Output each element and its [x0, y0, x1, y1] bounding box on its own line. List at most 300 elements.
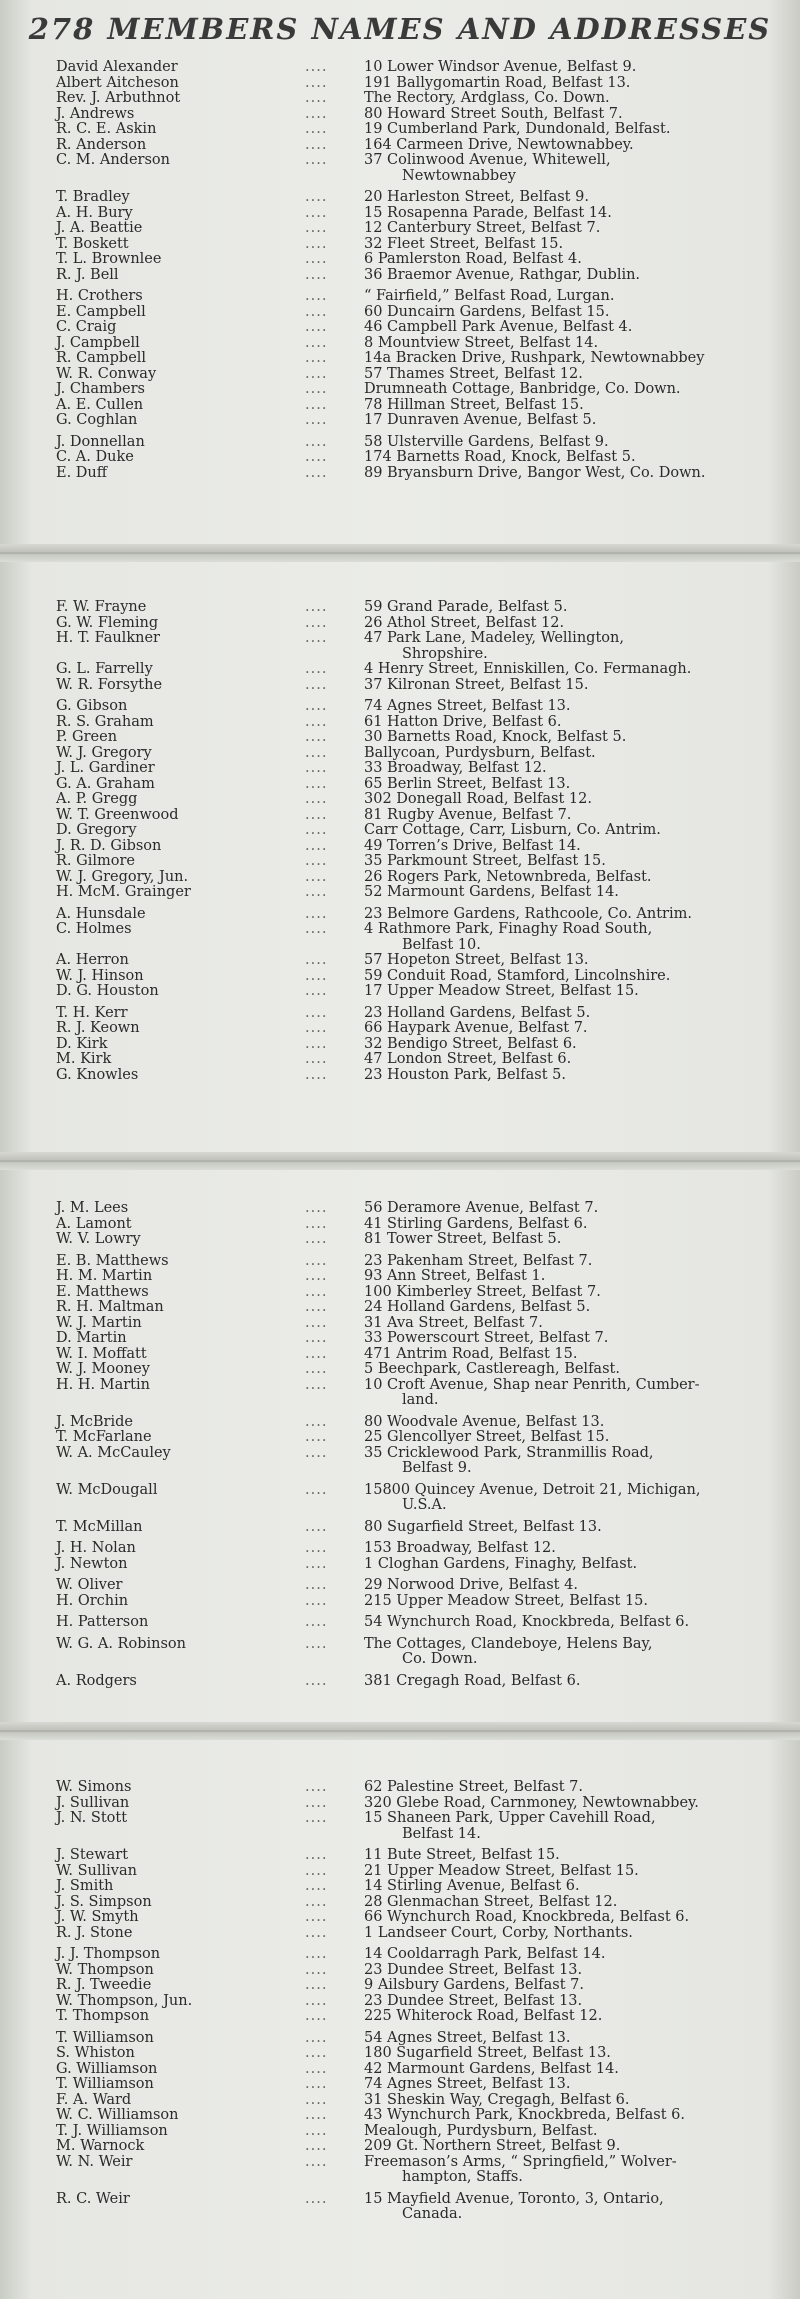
address-line: “ Fairfield,” Belfast Road, Lurgan.: [364, 288, 615, 304]
address-line: 6 Pamlerston Road, Belfast 4.: [364, 251, 582, 267]
address-line: 43 Wynchurch Park, Knockbreda, Belfast 6.: [364, 2107, 686, 2123]
member-address: [364, 2009, 602, 2025]
member-name: P. Green: [56, 729, 118, 745]
address-continuation: Belfast 10.: [402, 936, 481, 953]
member-address: [364, 1796, 699, 1812]
dot-leader: ....: [305, 698, 328, 714]
member-name: W. Simons: [56, 1779, 132, 1795]
member-address: [364, 808, 571, 824]
member-name: D. Kirk: [56, 1035, 108, 1052]
member-address: [364, 1285, 601, 1301]
dot-leader: ....: [305, 661, 328, 677]
fold-crease: [0, 1152, 800, 1170]
address-line: 26 Athol Street, Belfast 12.: [364, 614, 565, 631]
member-name: C. Holmes: [56, 921, 132, 937]
address-line: 174 Barnetts Road, Knock, Belfast 5.: [364, 449, 636, 465]
dot-leader: ....: [305, 868, 328, 885]
member-address: [364, 1615, 689, 1631]
member-address: [364, 450, 636, 466]
address-line: 1 Cloghan Gardens, Finaghy, Belfast.: [364, 1555, 638, 1572]
member-address: [364, 984, 639, 1000]
member-name: H. Crothers: [56, 288, 143, 304]
dot-leader: ....: [305, 288, 328, 304]
member-address: [364, 1848, 560, 1864]
address-line: 47 Park Lane, Madeley, Wellington,: [364, 630, 624, 646]
dot-leader: ....: [305, 1330, 328, 1346]
address-line: 61 Hatton Drive, Belfast 6.: [364, 713, 562, 730]
address-line: 31 Ava Street, Belfast 7.: [364, 1314, 543, 1331]
member-name: R. H. Maltman: [56, 1299, 164, 1315]
dot-leader: ....: [305, 2091, 328, 2108]
address-line: 11 Bute Street, Belfast 15.: [364, 1847, 560, 1863]
member-name: J. R. D. Gibson: [56, 837, 162, 854]
dot-leader: ....: [305, 350, 328, 366]
dot-leader: ....: [305, 1992, 328, 2009]
address-line: 225 Whiterock Road, Belfast 12.: [364, 2008, 603, 2024]
address-line: 14 Cooldarragh Park, Belfast 14.: [364, 1946, 606, 1962]
dot-leader: ....: [305, 806, 328, 823]
address-line: 35 Parkmount Street, Belfast 15.: [364, 853, 606, 869]
member-address: [364, 367, 583, 383]
dot-leader: ....: [305, 1429, 328, 1445]
member-address: [364, 1331, 608, 1347]
dot-leader: ....: [305, 921, 328, 937]
member-address: [364, 631, 624, 662]
member-address: [364, 922, 652, 953]
address-line: 74 Agnes Street, Belfast 13.: [364, 2076, 571, 2092]
member-name: W. R. Forsythe: [56, 676, 163, 693]
dot-leader: ....: [305, 251, 328, 267]
dot-leader: ....: [305, 2138, 328, 2154]
dot-leader: ....: [305, 967, 328, 984]
member-address: [364, 792, 592, 808]
dot-leader: ....: [305, 381, 328, 397]
member-name: S. Whiston: [56, 2045, 135, 2061]
address-line: 31 Sheskin Way, Cregagh, Belfast 6.: [364, 2091, 630, 2108]
member-address: [364, 854, 606, 870]
address-line: 66 Wynchurch Road, Knockbreda, Belfast 6.: [364, 1909, 690, 1925]
dot-leader: ....: [305, 105, 328, 122]
dot-leader: ....: [305, 303, 328, 320]
address-line: 47 London Street, Belfast 6.: [364, 1051, 572, 1067]
address-line: 62 Palestine Street, Belfast 7.: [364, 1779, 583, 1795]
member-address: [364, 1415, 604, 1431]
address-line: 23 Holland Gardens, Belfast 5.: [364, 1004, 591, 1021]
member-address: [364, 2108, 685, 2124]
address-line: 60 Duncairn Gardens, Belfast 15.: [364, 303, 610, 320]
address-line: 12 Canterbury Street, Belfast 7.: [364, 220, 601, 236]
member-name: W. J. Gregory: [56, 744, 152, 761]
member-name: T. McFarlane: [56, 1429, 152, 1445]
member-address: [364, 1052, 571, 1068]
dot-leader: ....: [305, 59, 328, 75]
member-name: J. H. Nolan: [56, 1540, 136, 1556]
member-name: T. Thompson: [56, 2008, 150, 2024]
dot-leader: ....: [305, 1555, 328, 1572]
address-line: The Cottages, Clandeboye, Helens Bay,: [364, 1635, 653, 1652]
member-name: G. L. Farrelly: [56, 661, 153, 677]
member-name: J. W. Smyth: [56, 1909, 139, 1925]
dot-leader: ....: [305, 1361, 328, 1377]
member-address: [364, 237, 563, 253]
dot-leader: ....: [305, 1252, 328, 1269]
address-line: 46 Campbell Park Avenue, Belfast 4.: [364, 319, 633, 335]
member-address: [364, 2124, 597, 2140]
member-address: [364, 252, 582, 268]
dot-leader: ....: [305, 1268, 328, 1284]
dot-leader: ....: [305, 412, 328, 428]
dot-leader: ....: [305, 1862, 328, 1879]
member-address: [364, 1232, 561, 1248]
dot-leader: ....: [305, 1283, 328, 1300]
address-line: 57 Thames Street, Belfast 12.: [364, 365, 583, 382]
dot-leader: ....: [305, 152, 328, 168]
member-name: E. Campbell: [56, 303, 146, 320]
address-line: 93 Ann Street, Belfast 1.: [364, 1268, 546, 1284]
address-line: 164 Carmeen Drive, Newtownabbey.: [364, 136, 634, 153]
member-name: J. McBride: [56, 1413, 133, 1430]
address-line: 14a Bracken Drive, Rushpark, Newtownabbey: [364, 350, 705, 366]
member-address: [364, 1269, 545, 1285]
member-name: G. A. Graham: [56, 775, 155, 792]
member-name: T. Williamson: [56, 2076, 154, 2092]
dot-leader: ....: [305, 189, 328, 205]
member-address: [364, 221, 600, 237]
dot-leader: ....: [305, 1200, 328, 1216]
member-address: [364, 969, 670, 985]
member-name: J. Smith: [56, 1878, 114, 1894]
member-address: [364, 870, 652, 886]
member-address: [364, 699, 571, 715]
address-line: 4 Henry Street, Enniskillen, Co. Fermanagh.: [364, 661, 692, 677]
member-address: [364, 1300, 590, 1316]
member-name: W. G. A. Robinson: [56, 1635, 186, 1652]
member-name: T. Boskett: [56, 235, 129, 252]
address-line: 58 Ulsterville Gardens, Belfast 9.: [364, 433, 609, 450]
member-address: [364, 1895, 617, 1911]
member-name: R. C. Weir: [56, 2190, 130, 2207]
member-address: [364, 907, 692, 923]
address-line: 81 Rugby Avenue, Belfast 7.: [364, 806, 572, 823]
member-name: H. Orchin: [56, 1592, 129, 1609]
address-line: 14 Stirling Avenue, Belfast 6.: [364, 1878, 580, 1894]
dot-leader: ....: [305, 235, 328, 252]
member-address: [364, 600, 567, 616]
address-line: 209 Gt. Northern Street, Belfast 9.: [364, 2138, 621, 2154]
dot-leader: ....: [305, 1540, 328, 1556]
fold-crease: [0, 544, 800, 562]
member-address: [364, 1362, 620, 1378]
address-line: 32 Bendigo Street, Belfast 6.: [364, 1035, 577, 1052]
dot-leader: ....: [305, 729, 328, 745]
address-line: The Rectory, Ardglass, Co. Down.: [364, 90, 610, 106]
address-line: 29 Norwood Drive, Belfast 4.: [364, 1577, 578, 1593]
member-address: [364, 1037, 577, 1053]
dot-leader: ....: [305, 2045, 328, 2061]
member-address: [364, 746, 596, 762]
member-name: A. Rodgers: [56, 1672, 137, 1689]
dot-leader: ....: [305, 1810, 328, 1826]
address-continuation: Canada.: [402, 2206, 463, 2222]
address-line: 66 Haypark Avenue, Belfast 7.: [364, 1020, 588, 1036]
address-line: 42 Marmount Gardens, Belfast 14.: [364, 2060, 619, 2077]
address-line: 41 Stirling Gardens, Belfast 6.: [364, 1215, 588, 1232]
member-address: [364, 2093, 629, 2109]
address-line: 215 Upper Meadow Street, Belfast 15.: [364, 1592, 649, 1609]
member-name: F. A. Ward: [56, 2091, 132, 2108]
dot-leader: ....: [305, 449, 328, 465]
member-name: E. B. Matthews: [56, 1252, 169, 1269]
member-name: W. Thompson, Jun.: [56, 1992, 193, 2009]
member-address: [364, 1217, 588, 1233]
address-line: 74 Agnes Street, Belfast 13.: [364, 698, 571, 714]
address-line: 33 Powerscourt Street, Belfast 7.: [364, 1330, 609, 1346]
address-line: 25 Glencollyer Street, Belfast 15.: [364, 1429, 610, 1445]
member-name: W. J. Hinson: [56, 967, 144, 984]
member-name: D. Martin: [56, 1330, 127, 1346]
dot-leader: ....: [305, 853, 328, 869]
member-name: W. A. McCauley: [56, 1444, 171, 1461]
dot-leader: ....: [305, 1444, 328, 1461]
member-name: J. Andrews: [56, 105, 135, 122]
member-name: Albert Aitcheson: [56, 74, 179, 91]
member-name: C. M. Anderson: [56, 152, 170, 168]
member-address: [364, 2139, 620, 2155]
member-name: J. S. Simpson: [56, 1893, 152, 1910]
member-address: [364, 1254, 592, 1270]
member-name: A. H. Bury: [56, 204, 133, 221]
dot-leader: ....: [305, 1481, 328, 1498]
dot-leader: ....: [305, 905, 328, 922]
member-name: T. H. Kerr: [56, 1004, 128, 1021]
address-line: 381 Cregagh Road, Belfast 6.: [364, 1672, 581, 1689]
member-address: [364, 1594, 648, 1610]
dot-leader: ....: [305, 1909, 328, 1925]
member-address: [364, 1947, 605, 1963]
member-name: W. R. Conway: [56, 365, 157, 382]
member-name: G. Coghlan: [56, 412, 138, 428]
member-name: J. A. Beattie: [56, 220, 143, 236]
address-line: 57 Hopeton Street, Belfast 13.: [364, 952, 589, 968]
dot-leader: ....: [305, 1314, 328, 1331]
dot-leader: ....: [305, 2008, 328, 2024]
member-name: J. Newton: [56, 1555, 128, 1572]
member-name: W. I. Moffatt: [56, 1345, 147, 1362]
dot-leader: ....: [305, 1924, 328, 1941]
member-address: [364, 1811, 656, 1842]
member-address: [364, 2062, 619, 2078]
member-name: J. J. Thompson: [56, 1946, 161, 1962]
member-name: G. Knowles: [56, 1066, 139, 1083]
address-line: 36 Braemor Avenue, Rathgar, Dublin.: [364, 266, 641, 283]
dot-leader: ....: [305, 121, 328, 137]
address-line: 33 Broadway, Belfast 12.: [364, 760, 547, 776]
member-address: [364, 206, 612, 222]
member-address: [364, 1006, 590, 1022]
dot-leader: ....: [305, 1779, 328, 1795]
member-name: T. J. Williamson: [56, 2122, 168, 2139]
address-line: 59 Conduit Road, Stamford, Lincolnshire.: [364, 967, 671, 984]
member-name: G. W. Fleming: [56, 614, 159, 631]
member-address: [364, 289, 614, 305]
address-continuation: Co. Down.: [402, 1651, 478, 1667]
dot-leader: ....: [305, 2029, 328, 2046]
dot-leader: ....: [305, 2076, 328, 2092]
dot-leader: ....: [305, 614, 328, 631]
member-name: T. L. Brownlee: [56, 251, 162, 267]
member-address: [364, 91, 610, 107]
address-line: Mealough, Purdysburn, Belfast.: [364, 2122, 598, 2139]
member-address: [364, 190, 589, 206]
member-name: R. Anderson: [56, 136, 147, 153]
address-line: 54 Agnes Street, Belfast 13.: [364, 2029, 571, 2046]
member-name: H. T. Faulkner: [56, 630, 160, 646]
dot-leader: ....: [305, 1794, 328, 1811]
address-line: 37 Kilronan Street, Belfast 15.: [364, 676, 589, 693]
address-continuation: Shropshire.: [402, 645, 488, 662]
address-line: 37 Colinwood Avenue, Whitewell,: [364, 152, 611, 168]
address-line: 21 Upper Meadow Street, Belfast 15.: [364, 1862, 639, 1879]
dot-leader: ....: [305, 1376, 328, 1393]
member-address: [364, 678, 588, 694]
member-address: [364, 730, 626, 746]
dot-leader: ....: [305, 983, 328, 999]
member-name: H. H. Martin: [56, 1376, 150, 1393]
member-name: W. Thompson: [56, 1961, 154, 1978]
address-line: 15800 Quincey Avenue, Detroit 21, Michigan,: [364, 1481, 701, 1498]
member-address: [364, 1446, 654, 1477]
member-address: [364, 1926, 633, 1942]
address-line: Drumneath Cottage, Banbridge, Co. Down.: [364, 381, 681, 397]
member-address: [364, 336, 598, 352]
member-address: [364, 122, 670, 138]
member-name: M. Warnock: [56, 2138, 145, 2154]
dot-leader: ....: [305, 1299, 328, 1315]
member-name: D. G. Houston: [56, 983, 159, 999]
member-name: Rev. J. Arbuthnot: [56, 90, 181, 106]
dot-leader: ....: [305, 1614, 328, 1630]
dot-leader: ....: [305, 1020, 328, 1036]
address-line: 23 Belmore Gardens, Rathcoole, Co. Antrim.: [364, 905, 692, 922]
address-line: 89 Bryansburn Drive, Bangor West, Co. Down.: [364, 464, 706, 481]
member-address: [364, 2192, 664, 2223]
dot-leader: ....: [305, 1518, 328, 1535]
member-address: [364, 1994, 582, 2010]
address-line: 23 Dundee Street, Belfast 13.: [364, 1961, 583, 1978]
address-line: 471 Antrim Road, Belfast 15.: [364, 1345, 578, 1362]
dot-leader: ....: [305, 433, 328, 450]
dot-leader: ....: [305, 266, 328, 283]
member-address: [364, 2155, 677, 2186]
address-line: 80 Sugarfield Street, Belfast 13.: [364, 1518, 602, 1535]
address-line: 5 Beechpark, Castlereagh, Belfast.: [364, 1361, 620, 1377]
page-title: 278 MEMBERS NAMES AND ADDRESSES: [28, 12, 772, 46]
member-address: [364, 351, 704, 367]
member-address: [364, 1068, 566, 1084]
member-name: T. Williamson: [56, 2029, 154, 2046]
member-address: [364, 138, 634, 154]
member-address: [364, 1201, 598, 1217]
address-line: 191 Ballygomartin Road, Belfast 13.: [364, 74, 631, 91]
address-line: 28 Glenmachan Street, Belfast 12.: [364, 1893, 618, 1910]
member-name: E. Matthews: [56, 1283, 149, 1300]
address-line: 302 Donegall Road, Belfast 12.: [364, 791, 592, 807]
member-name: E. Duff: [56, 464, 108, 481]
address-line: Freemason’s Arms, “ Springfield,” Wolver-: [364, 2153, 677, 2170]
member-address: [364, 153, 611, 184]
member-address: [364, 435, 609, 451]
dot-leader: ....: [305, 136, 328, 153]
address-line: 54 Wynchurch Road, Knockbreda, Belfast 6.: [364, 1614, 690, 1630]
member-address: [364, 1021, 588, 1037]
member-address: [364, 1541, 556, 1557]
address-line: 30 Barnetts Road, Knock, Belfast 5.: [364, 729, 627, 745]
member-address: [364, 1978, 584, 1994]
address-continuation: Belfast 9.: [402, 1460, 472, 1476]
dot-leader: ....: [305, 1878, 328, 1894]
member-address: [364, 413, 596, 429]
address-line: 4 Rathmore Park, Finaghy Road South,: [364, 921, 653, 937]
address-line: 10 Lower Windsor Avenue, Belfast 9.: [364, 59, 637, 75]
member-address: [364, 2031, 571, 2047]
address-line: 19 Cumberland Park, Dundonald, Belfast.: [364, 121, 671, 137]
member-address: [364, 616, 564, 632]
member-address: [364, 1879, 580, 1895]
member-name: H. Patterson: [56, 1614, 149, 1630]
member-address: [364, 305, 610, 321]
member-address: [364, 1637, 652, 1668]
address-line: 180 Sugarfield Street, Belfast 13.: [364, 2045, 611, 2061]
member-name: W. V. Lowry: [56, 1231, 141, 1247]
member-name: J. Stewart: [56, 1847, 129, 1863]
address-line: 49 Torren’s Drive, Belfast 14.: [364, 837, 581, 854]
member-name: R. C. E. Askin: [56, 121, 157, 137]
address-line: 81 Tower Street, Belfast 5.: [364, 1231, 562, 1247]
member-address: [364, 1430, 609, 1446]
member-address: [364, 1347, 577, 1363]
address-line: 80 Howard Street South, Belfast 7.: [364, 105, 623, 122]
address-line: 78 Hillman Street, Belfast 15.: [364, 396, 584, 413]
address-line: 320 Glebe Road, Carnmoney, Newtownabbey.: [364, 1794, 699, 1811]
member-address: [364, 1963, 582, 1979]
dot-leader: ....: [305, 744, 328, 761]
address-line: 32 Fleet Street, Belfast 15.: [364, 235, 564, 252]
member-address: [364, 1674, 580, 1690]
dot-leader: ....: [305, 2107, 328, 2123]
member-name: J. Campbell: [56, 334, 140, 351]
address-line: 59 Grand Parade, Belfast 5.: [364, 599, 568, 615]
address-line: 65 Berlin Street, Belfast 13.: [364, 775, 571, 792]
dot-leader: ....: [305, 1035, 328, 1052]
dot-leader: ....: [305, 1577, 328, 1593]
dot-leader: ....: [305, 1961, 328, 1978]
member-name: D. Gregory: [56, 822, 137, 838]
address-line: Carr Cottage, Carr, Lisburn, Co. Antrim.: [364, 822, 661, 838]
member-name: A. Herron: [56, 952, 129, 968]
member-name: W. Sullivan: [56, 1862, 137, 1879]
member-name: J. Donnellan: [56, 433, 145, 450]
address-line: 153 Broadway, Belfast 12.: [364, 1540, 556, 1556]
member-address: [364, 662, 691, 678]
dot-leader: ....: [305, 791, 328, 807]
member-address: [364, 1578, 578, 1594]
member-name: J. Chambers: [56, 381, 145, 397]
dot-leader: ....: [305, 464, 328, 481]
member-name: J. N. Stott: [56, 1810, 128, 1826]
dot-leader: ....: [305, 822, 328, 838]
dot-leader: ....: [305, 2060, 328, 2077]
dot-leader: ....: [305, 334, 328, 351]
